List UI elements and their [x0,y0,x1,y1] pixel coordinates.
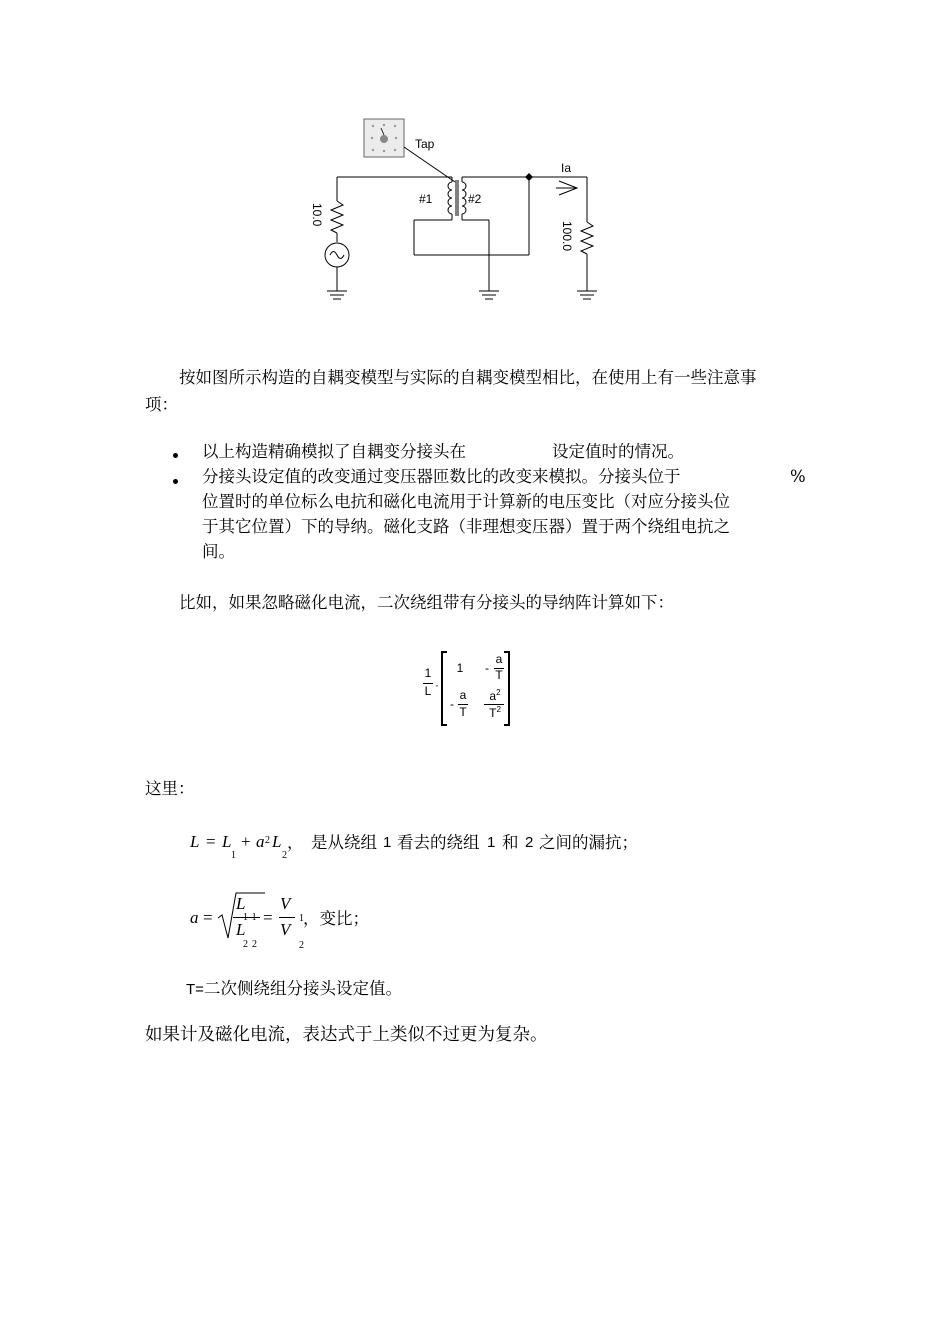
matrix-prefix-den: L [424,684,432,698]
matrix-m21-den: T [459,705,467,719]
closing-sentence: 如果计及磁化电流，表达式于上类似不过更为复杂。 [145,1025,548,1045]
matrix-m12-sign: - [485,661,489,675]
winding-1-label: #1 [419,192,433,206]
tap-label: Tap [415,137,435,151]
tap-definition: T=二次侧绕组分接头设定值。 [186,979,402,998]
matrix-m21-num: a [459,688,467,702]
bullet-dot [173,453,178,458]
matrix-m22-num: $a^2$ [489,688,501,703]
current-label: Ia [561,161,572,175]
bullet-1-text-b: 设定值时的情况。 [552,442,684,461]
example-sentence: 比如，如果忽略磁化电流，二次绕组带有分接头的导纳阵计算如下： [179,593,674,612]
load-resistor-value: 100.0 [560,221,574,252]
load-resistor [581,222,593,254]
bullet-2-percent: % [790,467,806,486]
eq1-desc-d: 之间的漏抗； [539,833,638,852]
matrix-prefix-num: 1 [424,666,432,680]
winding-2-label: #2 [468,192,482,206]
eq2-desc: ，变比； [303,909,369,928]
matrix-m12-num: a [495,652,503,666]
matrix-m22-den: $T^2$ [489,705,501,720]
matrix-m11: 1 [456,661,464,675]
bullet-1-text-a: 以上构造精确模拟了自耦变分接头在 [202,442,466,461]
bullet-2-line-1: 分接头设定值的改变通过变压器匝数比的改变来模拟。分接头位于 [202,467,681,486]
junction-node [525,173,533,181]
matrix-dot: · [435,678,439,692]
eq1-desc-b: 看去的绕组 [397,833,480,852]
winding-2-coil [462,182,466,214]
bullet-dot [173,479,178,484]
here-label: 这里： [145,779,195,798]
intro-line-1: 按如图所示构造的自耦变模型与实际的自耦变模型相比，在使用上有一些注意事 [179,368,757,387]
source-resistor [331,201,343,233]
eq1-desc-c: 和 [502,833,519,852]
bullet-2-line-2: 位置时的单位标么电抗和磁化电流用于计算新的电压变比（对应分接头位 [202,492,730,511]
intro-line-2: 项： [145,395,178,414]
matrix-m21-sign: - [450,697,454,711]
bullet-2-line-4: 间。 [202,542,235,561]
autotransformer-circuit-diagram [0,0,950,330]
eq1-desc-a: 是从绕组 [311,833,377,852]
source-resistor-value: 10.0 [310,203,324,227]
matrix-m12-den: T [495,668,503,682]
bullet-2-line-3: 于其它位置）下的导纳。磁化支路（非理想变压器）置于两个绕组电抗之 [202,517,730,536]
winding-1-coil [448,182,452,214]
